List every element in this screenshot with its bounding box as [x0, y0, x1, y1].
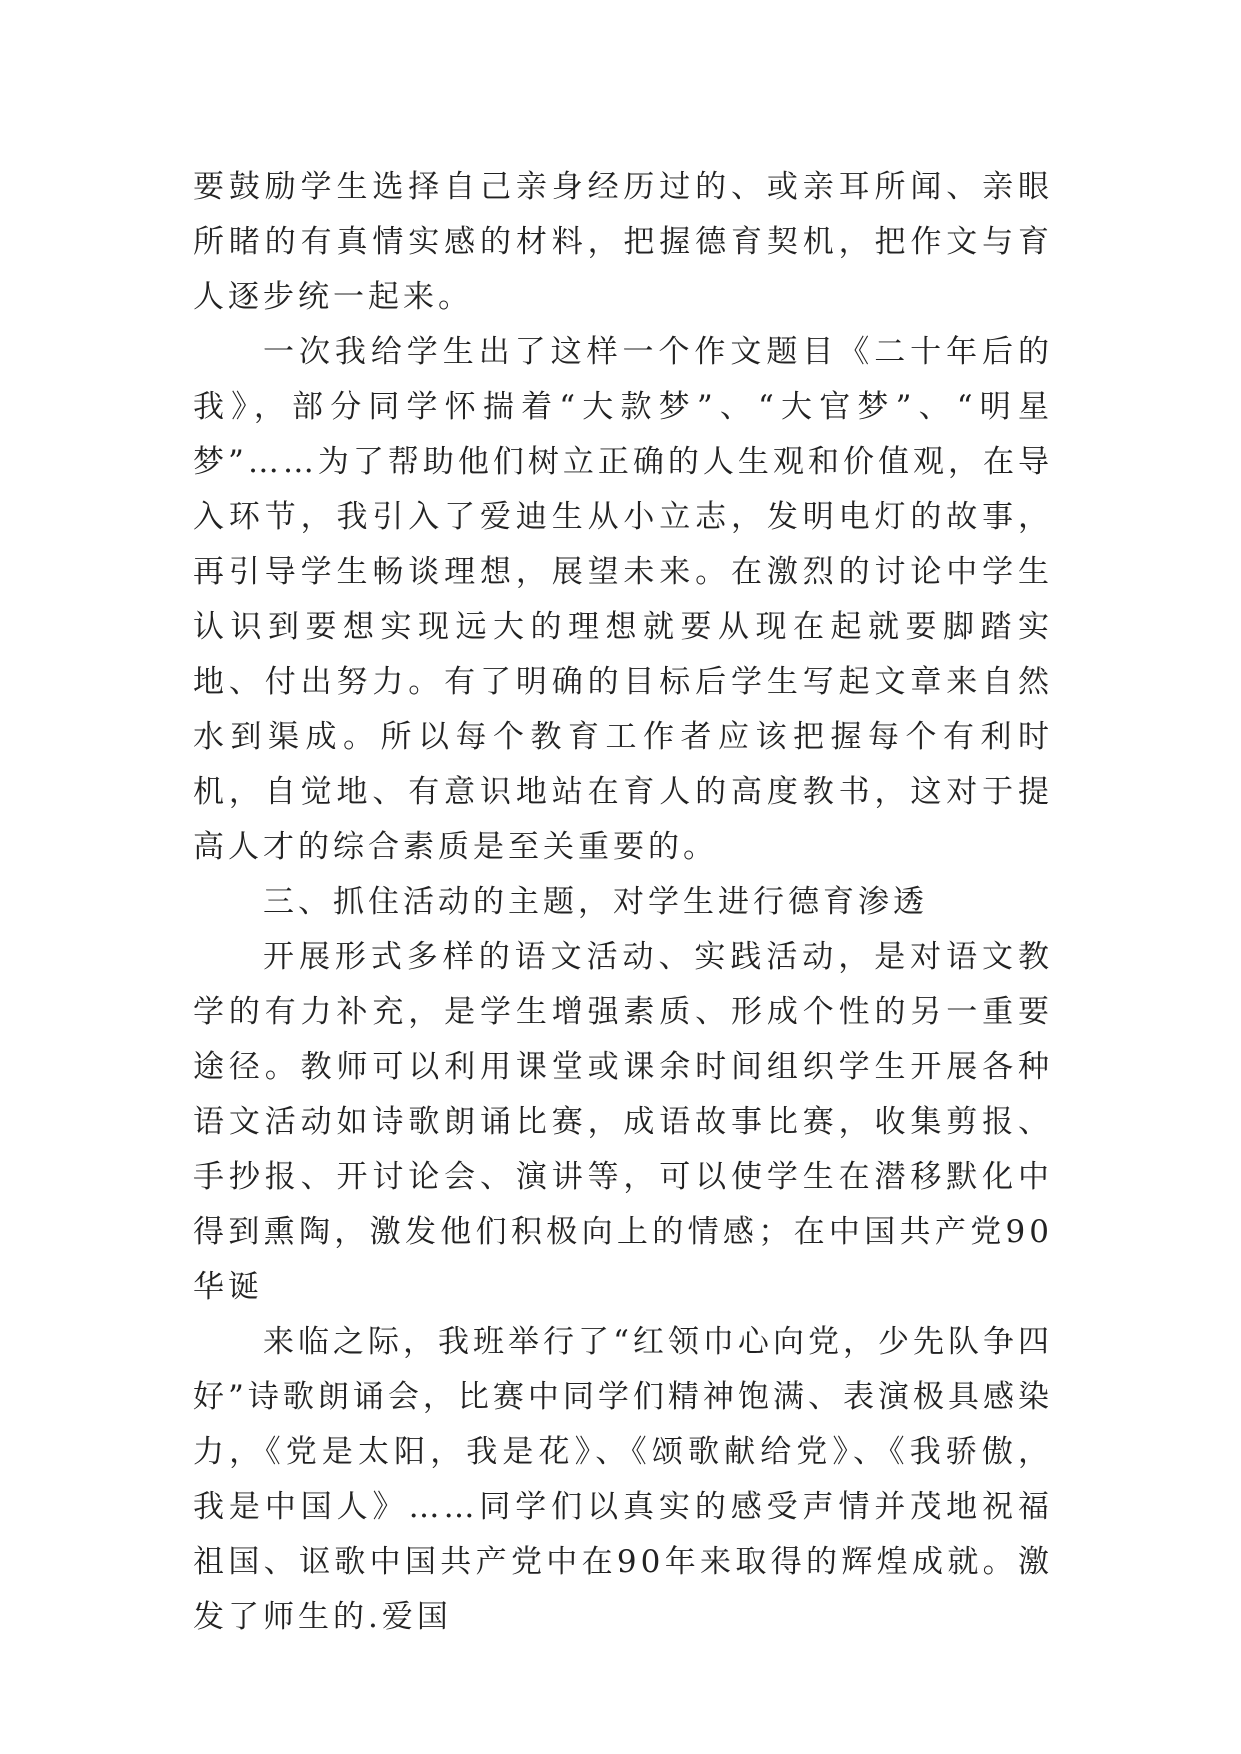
paragraph-1: 要鼓励学生选择自己亲身经历过的、或亲耳所闻、亲眼所睹的有真情实感的材料，把握德育契机，把作文与育人逐步统一起来。 [193, 169, 1053, 315]
paragraph-2: 一次我给学生出了这样一个作文题目《二十年后的我》，部分同学怀揣着“大款梦”、“大官梦”、“明星梦”……为了帮助他们树立正确的人生观和价值观，在导入环节，我引入了爱迪生从小立志，发明电灯的故事，再引导学生畅谈理想，展望未来。在激烈的讨论中学生认识到要想实现远大的理想就要从现在起就要脚踏实地、付出努力。有了明确的目标后学生写起文章来自然水到渠成。所以每个教育工作者应该把握每个有利时机，自觉地、有意识地站在育人的高度教书，这对于提高人才的综合素质是至关重要的。 [193, 334, 1053, 865]
body-text [193, 160, 1053, 1645]
paragraph-4: 来临之际，我班举行了“红领巾心向党，少先队争四好”诗歌朗诵会，比赛中同学们精神饱满、表演极具感染力，《党是太阳，我是花》、《颂歌献给党》、《我骄傲，我是中国人》……同学们以真实的感受声情并茂地祝福祖国、讴歌中国共产党中在90年来取得的辉煌成就。激发了师生的.爱国 [193, 1324, 1053, 1635]
paragraph-3: 开展形式多样的语文活动、实践活动，是对语文教学的有力补充，是学生增强素质、形成个性的另一重要途径。教师可以利用课堂或课余时间组织学生开展各种语文活动如诗歌朗诵比赛，成语故事比赛，收集剪报、手抄报、开讨论会、演讲等，可以使学生在潜移默化中得到熏陶，激发他们积极向上的情感；在中国共产党90华诞 [193, 939, 1053, 1305]
section-heading: 三、抓住活动的主题，对学生进行德育渗透 [263, 884, 928, 920]
